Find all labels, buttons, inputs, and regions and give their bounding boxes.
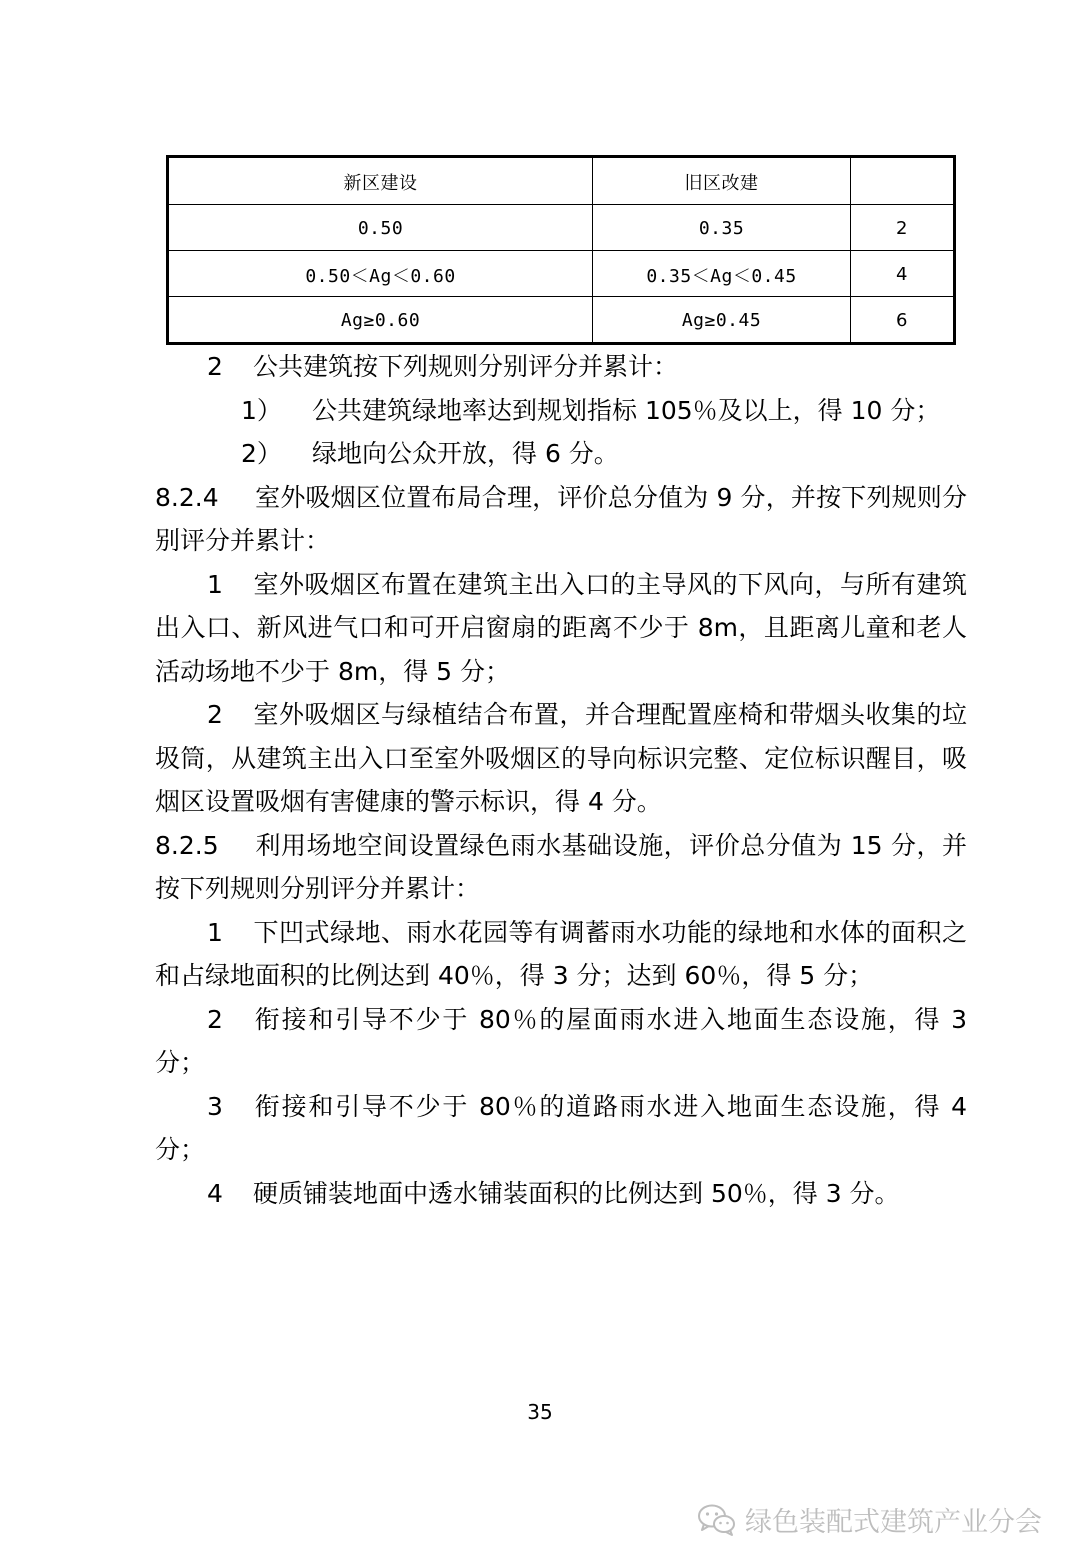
paragraph-text: 公共建筑绿地率达到规划指标 105％及以上，得 10 分； [312, 395, 941, 425]
table-row [168, 205, 955, 251]
paragraph-text: 硬质铺装地面中透水铺装面积的比例达到 50％，得 3 分。 [253, 1178, 900, 1208]
item-number: 1 [207, 917, 223, 947]
table-cell: 2 [851, 205, 955, 251]
table-cell: 0.35＜Ag＜0.45 [593, 251, 851, 297]
paragraph [155, 345, 967, 389]
watermark [697, 1500, 1042, 1539]
table-cell: 0.35 [593, 205, 851, 251]
paragraph-text: 室外吸烟区布置在建筑主出入口的主导风的下风向，与所有建筑出入口、新风进气口和可开启窗扇的距离不少于 8m，且距离儿童和老人活动场地不少于 8m，得 5 分； [155, 569, 967, 686]
item-number: 1 [207, 569, 223, 599]
paragraph-text: 利用场地空间设置绿色雨水基础设施，评价总分值为 15 分，并按下列规则分别评分并累计： [155, 830, 967, 903]
table-cell: 0.50 [168, 205, 593, 251]
clause-paragraph [155, 476, 967, 563]
clause-paragraph [155, 824, 967, 911]
table-cell: Ag≥0.45 [593, 297, 851, 344]
table-cell: 6 [851, 297, 955, 344]
paragraph [155, 1172, 967, 1216]
clause-number: 8.2.5 [155, 830, 219, 860]
paragraph-text: 下凹式绿地、雨水花园等有调蓄雨水功能的绿地和水体的面积之和占绿地面积的比例达到 40％，得 3 分；达到 60％，得 5 分； [155, 917, 967, 990]
paragraph [155, 432, 967, 476]
item-number: 1） [241, 395, 282, 425]
table-header-cell: 新区建设 [168, 157, 593, 205]
table-header-cell: 旧区改建 [593, 157, 851, 205]
item-number: 2 [207, 352, 223, 381]
score-table [166, 155, 956, 345]
paragraph [155, 1085, 967, 1172]
table-header-cell [851, 157, 955, 205]
paragraph-text: 公共建筑按下列规则分别评分并累计： [253, 352, 679, 381]
item-number: 2 [207, 1004, 223, 1034]
paragraph-text: 衔接和引导不少于 80％的屋面雨水进入地面生态设施，得 3 分； [155, 1004, 967, 1077]
table-row [168, 297, 955, 344]
paragraph [155, 389, 967, 433]
wechat-icon [697, 1503, 737, 1537]
item-number: 2） [241, 439, 282, 468]
paragraph [155, 563, 967, 694]
paragraph-text: 绿地向公众开放，得 6 分。 [312, 439, 619, 468]
table-cell: Ag≥0.60 [168, 297, 593, 344]
paragraph [155, 998, 967, 1085]
paragraph-text: 衔接和引导不少于 80％的道路雨水进入地面生态设施，得 4 分； [155, 1091, 967, 1164]
table-cell: 4 [851, 251, 955, 297]
watermark-text: 绿色装配式建筑产业分会 [745, 1507, 1042, 1538]
table-row [168, 251, 955, 297]
table-header-row [168, 157, 955, 205]
paragraph [155, 911, 967, 998]
item-number: 3 [207, 1091, 223, 1121]
paragraph-text: 室外吸烟区位置布局合理，评价总分值为 9 分，并按下列规则分别评分并累计： [155, 482, 967, 555]
clause-number: 8.2.4 [155, 482, 219, 512]
table-cell: 0.50＜Ag＜0.60 [168, 251, 593, 297]
item-number: 2 [207, 700, 223, 729]
paragraph-text: 室外吸烟区与绿植结合布置，并合理配置座椅和带烟头收集的垃圾筒，从建筑主出入口至室外吸烟区的导向标识完整、定位标识醒目，吸烟区设置吸烟有害健康的警示标识，得 4 分。 [155, 700, 967, 816]
item-number: 4 [207, 1178, 223, 1208]
page-number: 35 [527, 1400, 553, 1424]
document-body [155, 345, 967, 1215]
paragraph [155, 693, 967, 824]
